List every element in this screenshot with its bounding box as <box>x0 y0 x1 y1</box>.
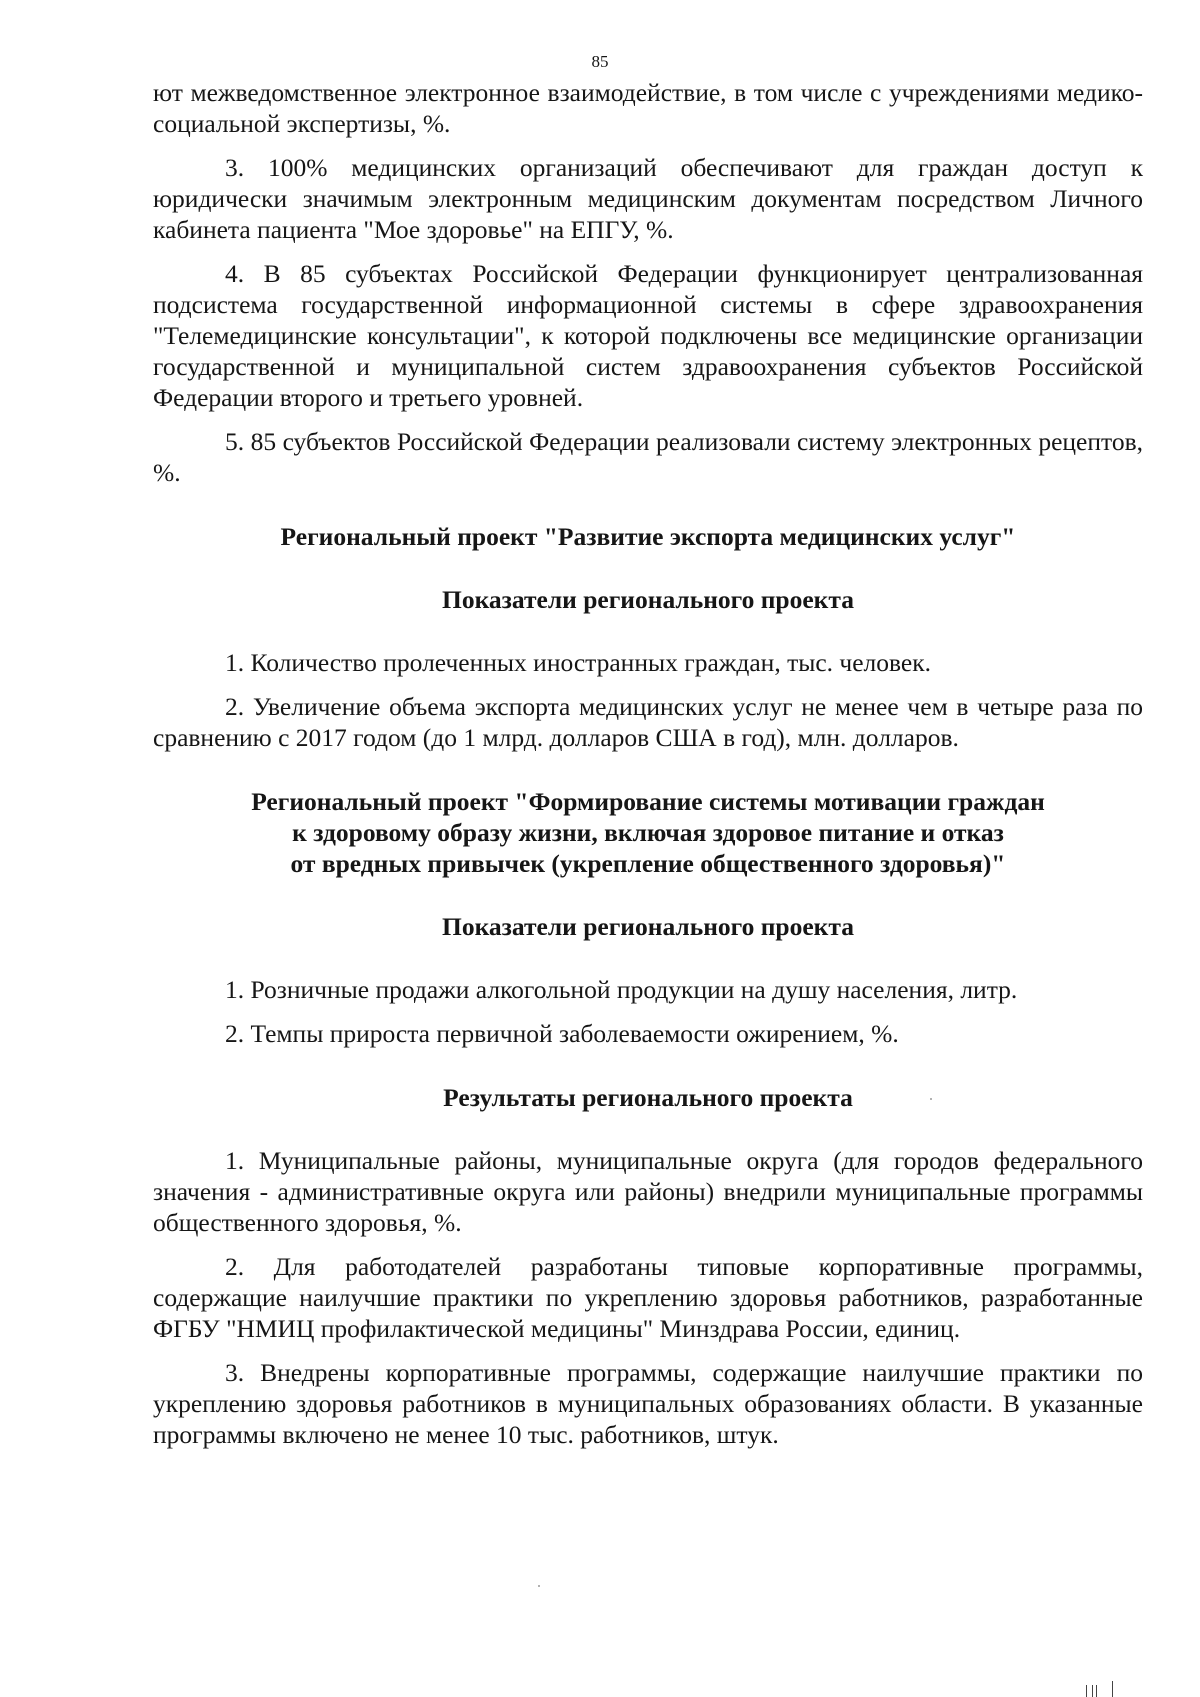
heading-line: к здоровому образу жизни, включая здоровое питание и отказ <box>292 818 1004 847</box>
scan-edge-marks <box>1084 1679 1114 1697</box>
heading-line: Результаты регионального проекта <box>443 1083 853 1112</box>
heading-line: от вредных привычек (укрепление общественного здоровья)" <box>290 849 1006 878</box>
subsection-heading <box>153 911 1143 942</box>
paragraph: 2. Увеличение объема экспорта медицинских услуг не менее чем в четыре раза по сравнению с 2017 годом (до 1 млрд. долларов США в год), млн. долларов. <box>153 692 1143 752</box>
paragraph: ют межведомственное электронное взаимодействие, в том числе с учреждениями медико-социальной экспертизы, %. <box>153 78 1143 138</box>
paragraph: 2. Темпы прироста первичной заболеваемости ожирением, %. <box>225 1019 899 1048</box>
paragraph: 3. 100% медицинских организаций обеспечивают для граждан доступ к юридически значимым электронным медицинским документам посредством Личного кабинета пациента "Мое здоровье" на ЕПГУ, %. <box>153 153 1143 244</box>
section-heading <box>153 786 1143 879</box>
paragraph: 4. В 85 субъектах Российской Федерации функционирует централизованная подсистема государственной информационной системы в сфере здравоохранения "Телемедицинские консультации", к которой подключены все медицинские организации государственной и муниципальной систем здравоохранения субъектов Российской Федерации второго и третьего уровней. <box>153 259 1143 412</box>
scan-speck <box>538 1585 540 1587</box>
paragraph: 5. 85 субъектов Российской Федерации реализовали систему электронных рецептов, %. <box>153 427 1143 487</box>
paragraph: 1. Муниципальные районы, муниципальные округа (для городов федерального значения - административные округа или районы) внедрили муниципальные программы общественного здоровья, %. <box>153 1146 1143 1237</box>
heading-line: Показатели регионального проекта <box>442 912 854 941</box>
heading-line: Показатели регионального проекта <box>442 585 854 614</box>
heading-line: Региональный проект "Развитие экспорта медицинских услуг" <box>280 522 1016 551</box>
subsection-heading <box>153 584 1143 615</box>
subsection-heading <box>153 1082 1143 1113</box>
section-heading <box>153 521 1143 552</box>
scan-speck <box>930 1098 932 1100</box>
page-number: 85 <box>591 52 609 71</box>
heading-line: Региональный проект "Формирование системы мотивации граждан <box>251 787 1045 816</box>
document-body <box>153 77 1143 1463</box>
paragraph: 3. Внедрены корпоративные программы, содержащие наилучшие практики по укреплению здоровья работников в муниципальных образованиях области. В указанные программы включено не менее 10 тыс. работников, штук. <box>153 1358 1143 1449</box>
paragraph: 1. Розничные продажи алкогольной продукции на душу населения, литр. <box>225 975 1018 1004</box>
paragraph: 1. Количество пролеченных иностранных граждан, тыс. человек. <box>225 648 932 677</box>
paragraph: 2. Для работодателей разработаны типовые корпоративные программы, содержащие наилучшие практики по укреплению здоровья работников, разработанные ФГБУ "НМИЦ профилактической медицины" Минздрава России, единиц. <box>153 1252 1143 1343</box>
